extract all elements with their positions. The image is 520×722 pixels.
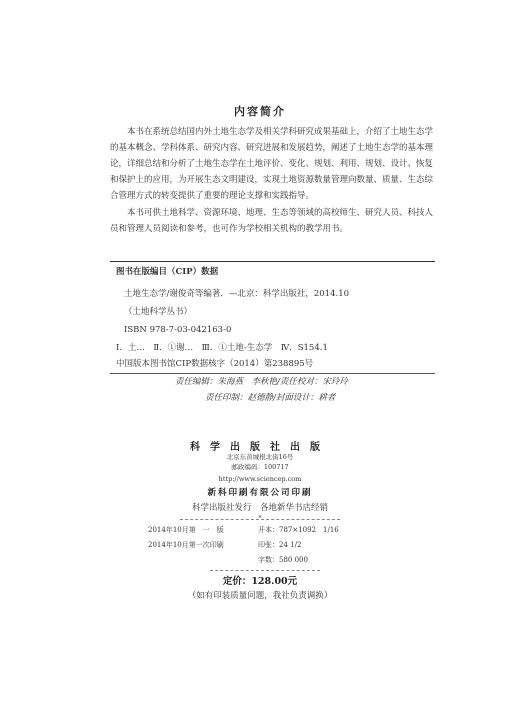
publisher-name: 科学出版社出版 bbox=[190, 442, 330, 453]
word-count: 字数：580 000 bbox=[258, 556, 308, 564]
cip-heading: 图书在版编目（CIP）数据 bbox=[116, 267, 219, 277]
publisher-address: 北京东黄城根北街16号 bbox=[226, 453, 294, 461]
cip-top-rule bbox=[110, 261, 435, 262]
publisher-website: http://www.sciencep.com bbox=[218, 475, 302, 483]
distribution-line: 科学出版社发行 各地新华书店经销 bbox=[191, 503, 328, 513]
page-title: 内容简介 bbox=[234, 105, 286, 118]
editors-line-1: 责任编辑：朱海燕 李秋艳/责任校对：宋玲玲 bbox=[175, 377, 348, 387]
cip-line-title: 土地生态学/谢俊奇等编著．—北京：科学出版社，2014.10 bbox=[124, 289, 350, 299]
cip-line-isbn: ISBN 978-7-03-042163-0 bbox=[124, 325, 232, 335]
print-sheets: 印张：24 1/2 bbox=[258, 541, 302, 549]
cip-line-series: （土地科学丛书） bbox=[124, 307, 193, 317]
cip-line-record: 中国版本图书馆CIP数据核字（2014）第238895号 bbox=[116, 359, 314, 369]
print-date: 2014年10月第一次印刷 bbox=[148, 541, 224, 549]
price: 定价：128.00元 bbox=[222, 576, 298, 587]
publisher-postcode: 邮政编码：100717 bbox=[231, 463, 289, 471]
abstract-paragraph-2: 本书可供土地科学、资源环境、地理、生态等领域的高校师生、研究人员、科技人员和管理人员阅读和参考，也可作为学校相关机构的教学用书。 bbox=[110, 208, 434, 234]
edition-date: 2014年10月第 一 版 bbox=[148, 526, 224, 534]
abstract-paragraph-1: 本书在系统总结国内外土地生态学及相关学科研究成果基础上，介绍了土地生态学的基本概念、学科体系、研究内容、研究进展和发展趋势，阐述了土地生态学的基本理论，详细总结和分析了土地生态学在土地评价、变化、规划、利用、规划、设计、恢复和保护上的应用，为开展生态文明建设，实现土地资源数量管理向数量、质量、生态综合管理方式的转变提供了重要的理论支撑和实践指导。 bbox=[110, 127, 434, 201]
quality-notice: （如有印装质量问题，我社负责调换） bbox=[187, 591, 333, 601]
price-divider bbox=[210, 570, 320, 571]
printer-name: 新科印刷有限公司印刷 bbox=[207, 488, 313, 498]
book-format: 开本：787×1092 1/16 bbox=[258, 526, 339, 534]
cip-line-classification: Ⅰ．土… Ⅱ．①谢… Ⅲ．①土地-生态学 Ⅳ．S154.1 bbox=[116, 343, 328, 353]
editors-line-2: 责任印制：赵德静/封面设计：耕者 bbox=[205, 393, 336, 403]
edition-bullet: * bbox=[258, 514, 262, 522]
